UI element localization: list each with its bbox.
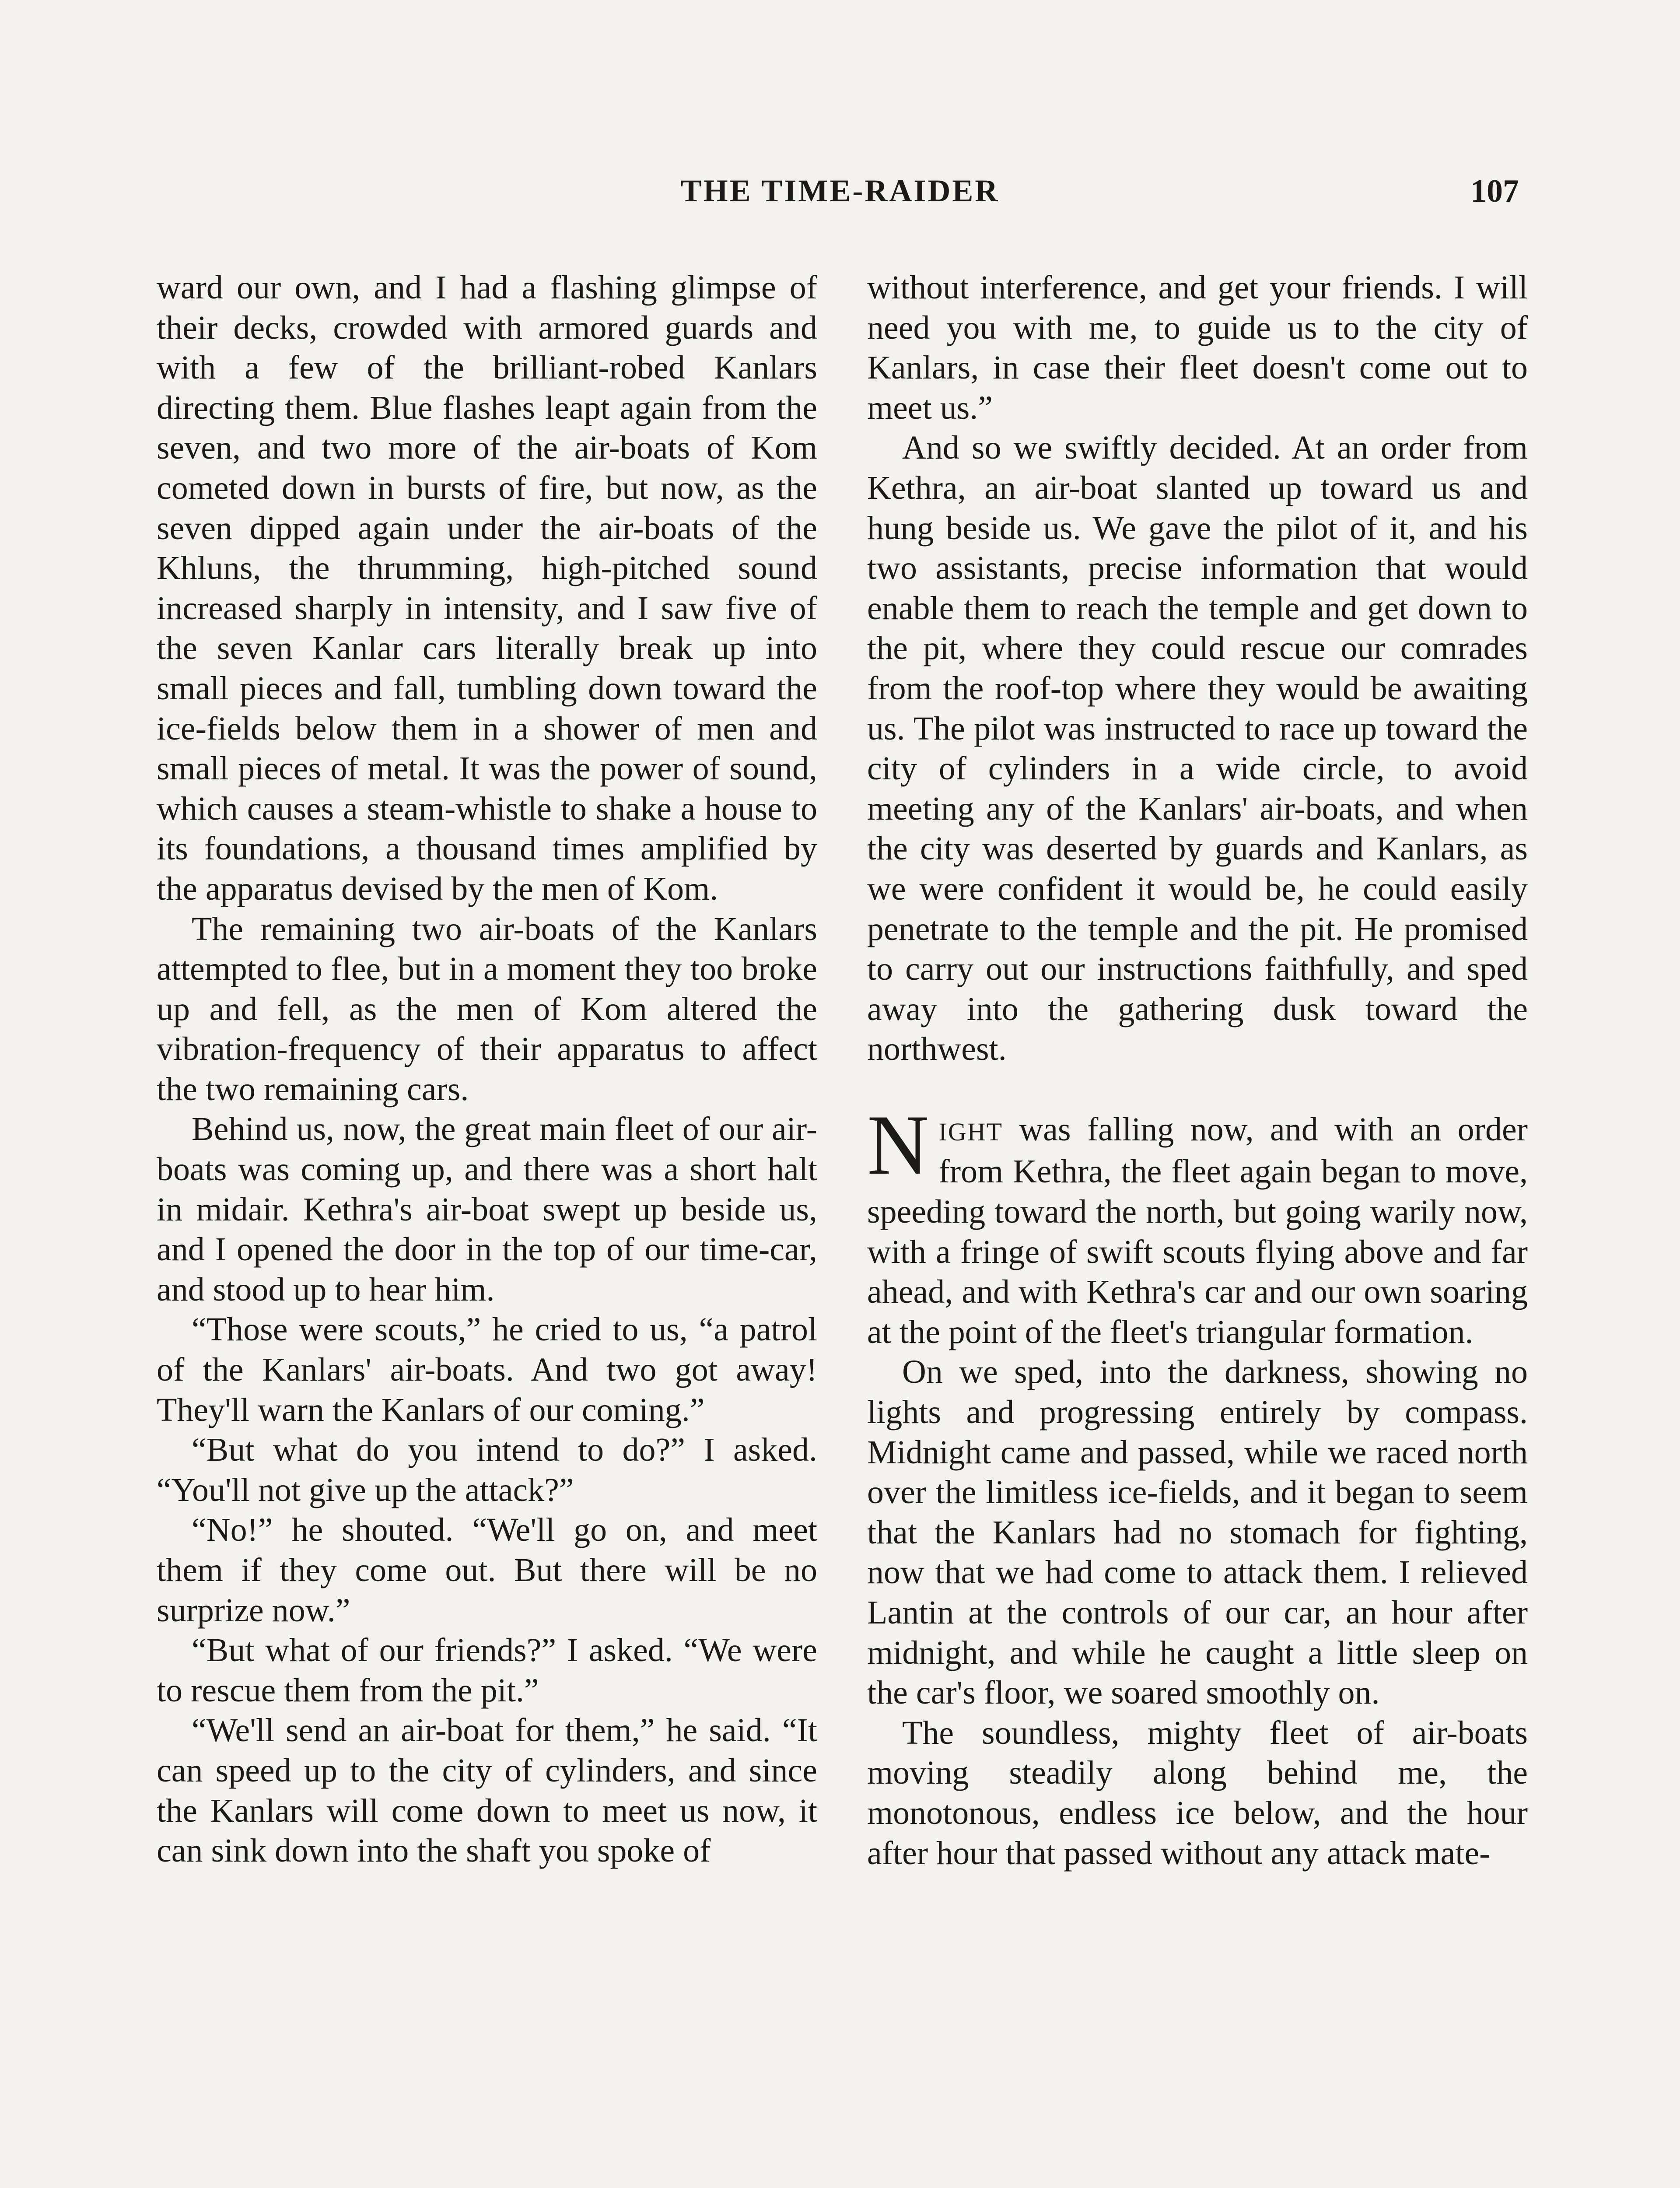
paragraph: Behind us, now, the great main fleet of our air-boats was coming up, and there was a short halt in midair. Kethra's air-boat swept up beside us, and I opened the door in the top of our time-car, and stood up to hear him. <box>157 1111 817 1308</box>
page-number: 107 <box>1470 173 1519 209</box>
paragraph: ward our own, and I had a flashing glimpse of their decks, crowded with armored guards and with a few of the brilliant-robed Kanlars directing them. Blue flashes leapt again from the seven, and two more of the air-boats of Kom cometed down in bursts of fire, but now, as the seven dipped again under the air-boats of the Khluns, the thrumming, high-pitched sound increased sharply in intensity, and I saw five of the seven Kanlar cars literally break up into small pieces and fall, tumbling down toward the ice-fields below them in a shower of men and small pieces of metal. It was the power of sound, which causes a steam-whistle to shake a house to its foundations, a thousand times amplified by the apparatus devised by the men of Kom. <box>157 269 817 907</box>
paragraph: The soundless, mighty fleet of air-boats moving steadily along behind me, the monotonous, endless ice below, and the hour after hour that passed without any attack mate- <box>867 1714 1528 1872</box>
section-opening-paragraph <box>867 1097 1528 1353</box>
right-column <box>867 268 1528 1873</box>
paragraph-text: was falling now, and with an order from Kethra, the fleet again began to move, speeding toward the north, but going warily now, with a fringe of swift scouts flying above and far ahead, and with Kethra's car and our own soaring at the point of the fleet's triangular formation. <box>867 1111 1528 1350</box>
drop-cap: N <box>867 1097 929 1192</box>
small-caps-word: IGHT <box>938 1117 1003 1146</box>
paragraph: without interference, and get your friends. I will need you with me, to guide us to the city of Kanlars, in case their fleet doesn't come out to meet us.” <box>867 269 1528 426</box>
paragraph: “But what do you intend to do?” I asked. “You'll not give up the attack?” <box>157 1431 817 1508</box>
running-head: THE TIME-RAIDER <box>680 173 1000 208</box>
paragraph: And so we swiftly decided. At an order from Kethra, an air-boat slanted up toward us and hung beside us. We gave the pilot of it, and his two assistants, precise information that would enable them to reach the temple and get down to the pit, where they could rescue our comrades from the roof-top where they would be awaiting us. The pilot was instructed to race up toward the city of cylinders in a wide circle, to avoid meeting any of the Kanlars' air-boats, and when the city was deserted by guards and Kanlars, as we were confident it would be, he could easily penetrate to the temple and the pit. He promised to carry out our instructions faithfully, and sped away into the gathering dusk toward the northwest. <box>867 429 1528 1068</box>
paragraph: “We'll send an air-boat for them,” he said. “It can speed up to the city of cylinders, and since the Kanlars will come down to meet us now, it can sink down into the shaft you spoke of <box>157 1712 817 1869</box>
paragraph: “But what of our friends?” I asked. “We were to rescue them from the pit.” <box>157 1632 817 1709</box>
paragraph: The remaining two air-boats of the Kanlars attempted to flee, but in a moment they too broke up and fell, as the men of Kom altered the vibration-frequency of their apparatus to affect the two remaining cars. <box>157 910 817 1108</box>
left-column <box>157 268 817 1871</box>
paragraph: “Those were scouts,” he cried to us, “a patrol of the Kanlars' air-boats. And two got away! They'll warn the Kanlars of our coming.” <box>157 1311 817 1428</box>
paragraph: On we sped, into the darkness, showing no lights and progressing entirely by compass. Midnight came and passed, while we raced north over the limitless ice-fields, and it began to seem that the Kanlars had no stomach for fighting, now that we had come to attack them. I relieved Lantin at the controls of our car, an hour after midnight, and while he caught a little sleep on the car's floor, we soared smoothly on. <box>867 1353 1528 1711</box>
page-header <box>0 173 1680 221</box>
paragraph: “No!” he shouted. “We'll go on, and meet them if they come out. But there will be no surprize now.” <box>157 1511 817 1629</box>
